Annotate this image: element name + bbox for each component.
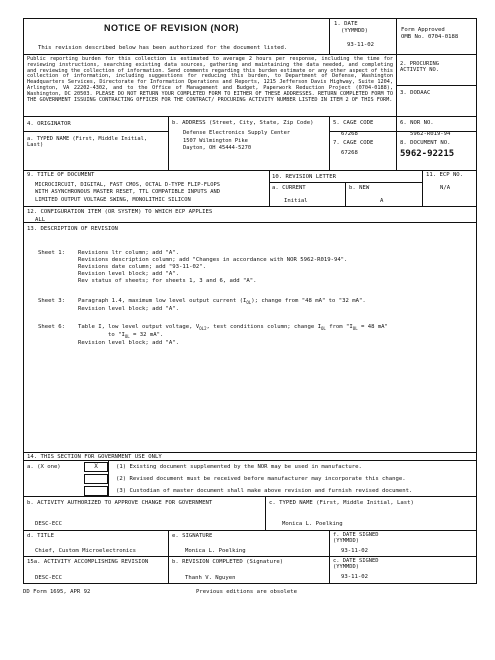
config-value: ALL xyxy=(35,217,46,223)
div-rev-ecp xyxy=(422,170,423,206)
sheet6-sub: OL2 xyxy=(199,326,207,332)
frame-left xyxy=(23,18,24,584)
a15-label: 15a. ACTIVITY ACCOMPLISHING REVISION xyxy=(27,559,149,565)
rev-letter-label: 10. REVISION LETTER xyxy=(272,174,336,180)
ecp-label: 11. ECP NO. xyxy=(426,172,464,178)
x-one-label: a. (X one) xyxy=(27,464,61,470)
sheet6-tail2: = 48 mA" xyxy=(357,324,388,330)
sheet3-line2: Revision level block; add "A". xyxy=(78,306,180,312)
sheet3-tail: ); change from "48 mA" to "32 mA". xyxy=(251,298,366,304)
sheet3-text: Paragraph 1.4, maximum low level output current (I xyxy=(78,298,247,304)
current-value: Initial xyxy=(284,198,308,204)
sheet6-line3: Revision level block; add "A". xyxy=(78,340,180,346)
new-value: A xyxy=(380,198,384,204)
sheet6-label: Sheet 6: xyxy=(38,324,65,330)
footer-previous-editions: Previous editions are obsolete xyxy=(196,589,298,595)
sheet6-tail: from "I xyxy=(325,324,353,330)
c-typed-name-value: Monica L. Poelking xyxy=(282,521,343,527)
typed-name-label: a. TYPED NAME (First, Middle Initial, Last) xyxy=(27,136,148,148)
omb-number: OMB No. 0704-0188 xyxy=(401,34,459,40)
line-options-bottom xyxy=(23,496,477,497)
e-signature-label: e. SIGNATURE xyxy=(172,533,213,539)
footer-form-number: DD Form 1695, APR 92 xyxy=(23,589,91,595)
option3-text: (3) Custodian of master document shall make above revision and furnish revised document. xyxy=(116,488,413,494)
option3-checkbox[interactable] xyxy=(84,486,108,496)
b15-value: Thanh V. Nguyen xyxy=(185,575,236,581)
config-label: 12. CONFIGURATION ITEM (OR SYSTEM) TO WHICH ECP APPLIES xyxy=(27,209,213,215)
line-procuring-bottom xyxy=(396,85,476,86)
frame-top xyxy=(23,18,477,19)
div-orig xyxy=(168,116,169,170)
procuring-label: 2. PROCURING ACTIVITY NO. xyxy=(400,61,439,73)
address-label: b. ADDRESS (Street, City, State, Zip Code) xyxy=(172,120,314,126)
sheet3-label: Sheet 3: xyxy=(38,298,65,304)
doc-no-label: 8. DOCUMENT NO. xyxy=(400,140,451,146)
activity-value: DESC-ECC xyxy=(35,521,62,527)
cage7-label: 7. CAGE CODE xyxy=(333,140,374,146)
dodaac-label: 3. DODAAC xyxy=(400,90,431,96)
form-approved: Form Approved xyxy=(401,27,445,33)
option1-text: (1) Existing document supplemented by the NOR may be used in manufacture. xyxy=(116,464,362,470)
option1-checkbox[interactable]: X xyxy=(84,462,108,472)
e-signature-value: Monica L. Poelking xyxy=(185,548,246,554)
line-burden-bottom xyxy=(23,116,477,117)
sheet6-text: Table I, low level output voltage, V xyxy=(78,324,200,330)
div-xone xyxy=(108,460,109,496)
form-title: NOTICE OF REVISION (NOR) xyxy=(104,23,240,33)
line-orig-bottom xyxy=(23,170,477,171)
a15-value: DESC-ECC xyxy=(35,575,62,581)
line-title-bottom xyxy=(23,206,477,207)
option2-text: (2) Revised document must be received before manufacturer may incorporate this change. xyxy=(116,476,406,482)
cage5-value: 67268 xyxy=(341,131,358,137)
option2-checkbox[interactable] xyxy=(84,474,108,484)
description-label: 13. DESCRIPTION OF REVISION xyxy=(27,226,118,232)
doc-title-label: 9. TITLE OF DOCUMENT xyxy=(27,172,95,178)
f-date-label: f. DATE SIGNED (YYMMDD) xyxy=(333,532,379,544)
nor-no-value: 5962-R019-94 xyxy=(410,131,451,137)
div-header-1 xyxy=(329,18,330,54)
div-cage xyxy=(329,116,330,170)
line-config-bottom xyxy=(23,222,477,223)
sheet1-label: Sheet 1: xyxy=(38,250,65,256)
ecp-value: N/A xyxy=(440,185,451,191)
div-rev-cur-new xyxy=(345,182,346,206)
sheet6-line2b: = 32 mA". xyxy=(129,332,164,338)
f-date-value: 93-11-02 xyxy=(341,548,368,554)
sheet6-sub3: OL xyxy=(352,326,358,332)
line-desc-bottom xyxy=(23,452,477,453)
line-activity-bottom xyxy=(23,530,477,531)
burden-statement: Public reporting burden for this collection is estimated to average 2 hours per response, including the time for reviewing instructions, searching existing data sources, gathering and maintaining the data needed, and completing and reviewing the collection of information. Send comments regarding this burden estimate or any other aspect of this collection of information, including suggestions for reducing this burden, to Department of Defense, Washington Headquarters Services, Directorate for Information Operations and Reports, 1215 Jefferson Davis Highway, Suite 1204, Arlington, VA 22202-4302, and to the Office of Management and Budget, Paperwork Reduction Project (0704-0188), Washington, DC 20503. PLEASE DO NOT RETURN YOUR COMPLETED FORM TO EITHER OF THESE ADDRESSES. RETURN COMPLETED FORM TO THE GOVERNMENT ISSUING CONTRACTING OFFICER FOR THE CONTRACT/ PROCURING ACTIVITY NUMBER LISTED IN ITEM 2 OF THIS FORM. xyxy=(27,56,393,103)
frame-bottom xyxy=(23,583,477,584)
c15-value: 93-11-02 xyxy=(341,574,368,580)
doc-title-value: MICROCIRCUIT, DIGITAL, FAST CMOS, OCTAL D-TYPE FLIP-FLOPS WITH ASYNCHRONOUS MASTER RESET, TTL COMPATIBLE INPUTS AND LIMITED OUTPUT VOLTAGE SWING, MONOLITHIC SILICON xyxy=(35,182,220,203)
c-typed-name-label: c. TYPED NAME (First, Middle Initial, Last) xyxy=(269,500,414,506)
new-label: b. NEW xyxy=(349,185,370,191)
originator-label: 4. ORIGINATOR xyxy=(27,121,71,127)
div-sig-2 xyxy=(329,530,330,584)
current-label: a. CURRENT xyxy=(272,185,306,191)
sheet6-line2a: to "I xyxy=(108,332,125,338)
div-activity xyxy=(265,496,266,530)
sheet6-line2sub: OL xyxy=(124,334,130,340)
cage7-value: 67268 xyxy=(341,150,358,156)
sheet6-mid: , test conditions column; change I xyxy=(206,324,321,330)
gov-label: 14. THIS SECTION FOR GOVERNMENT USE ONLY xyxy=(27,454,162,460)
line-orig-sub xyxy=(23,131,169,132)
c15-label: c. DATE SIGNED (YYMMDD) xyxy=(333,558,379,570)
frame-right xyxy=(476,18,477,584)
sheet6-sub2: OL xyxy=(321,326,326,332)
address-value: Defense Electronics Supply Center 1507 Wilmington Pike Dayton, OH 45444-5270 xyxy=(183,130,291,151)
activity-label: b. ACTIVITY AUTHORIZED TO APPROVE CHANGE FOR GOVERNMENT xyxy=(27,500,213,506)
div-nor xyxy=(396,116,397,170)
line-rev-letter xyxy=(269,182,423,183)
nor-no-label: 6. NOR NO. xyxy=(400,120,434,126)
sheet3-sub: OL xyxy=(246,300,252,306)
date-label: 1. DATE xyxy=(334,21,358,27)
date-value: 93-11-02 xyxy=(347,42,374,48)
b15-label: b. REVISION COMPLETED (Signature) xyxy=(172,559,284,565)
date-format: (YYMMDD) xyxy=(341,28,368,34)
cage5-label: 5. CAGE CODE xyxy=(333,120,374,126)
sheet1-text: Revisions ltr column; add "A". Revisions description column; add "Changes in accordance with NOR 5962-R019-94". Revisions date column; add "93-11-02". Revision level block; add "A". Rev status of sheets; for sheets 1, 3 and 6, add "A". xyxy=(78,250,348,284)
div-sig-1 xyxy=(168,530,169,584)
d-title-label: d. TITLE xyxy=(27,533,54,539)
div-title-rev xyxy=(269,170,270,206)
authorized-line: This revision described below has been authorized for the document listed. xyxy=(38,45,288,51)
line-sig-bottom xyxy=(23,556,477,557)
line-header-bottom xyxy=(23,54,477,55)
d-title-value: Chief, Custom Microelectronics xyxy=(35,548,137,554)
doc-no-value: 5962-92215 xyxy=(400,149,455,159)
